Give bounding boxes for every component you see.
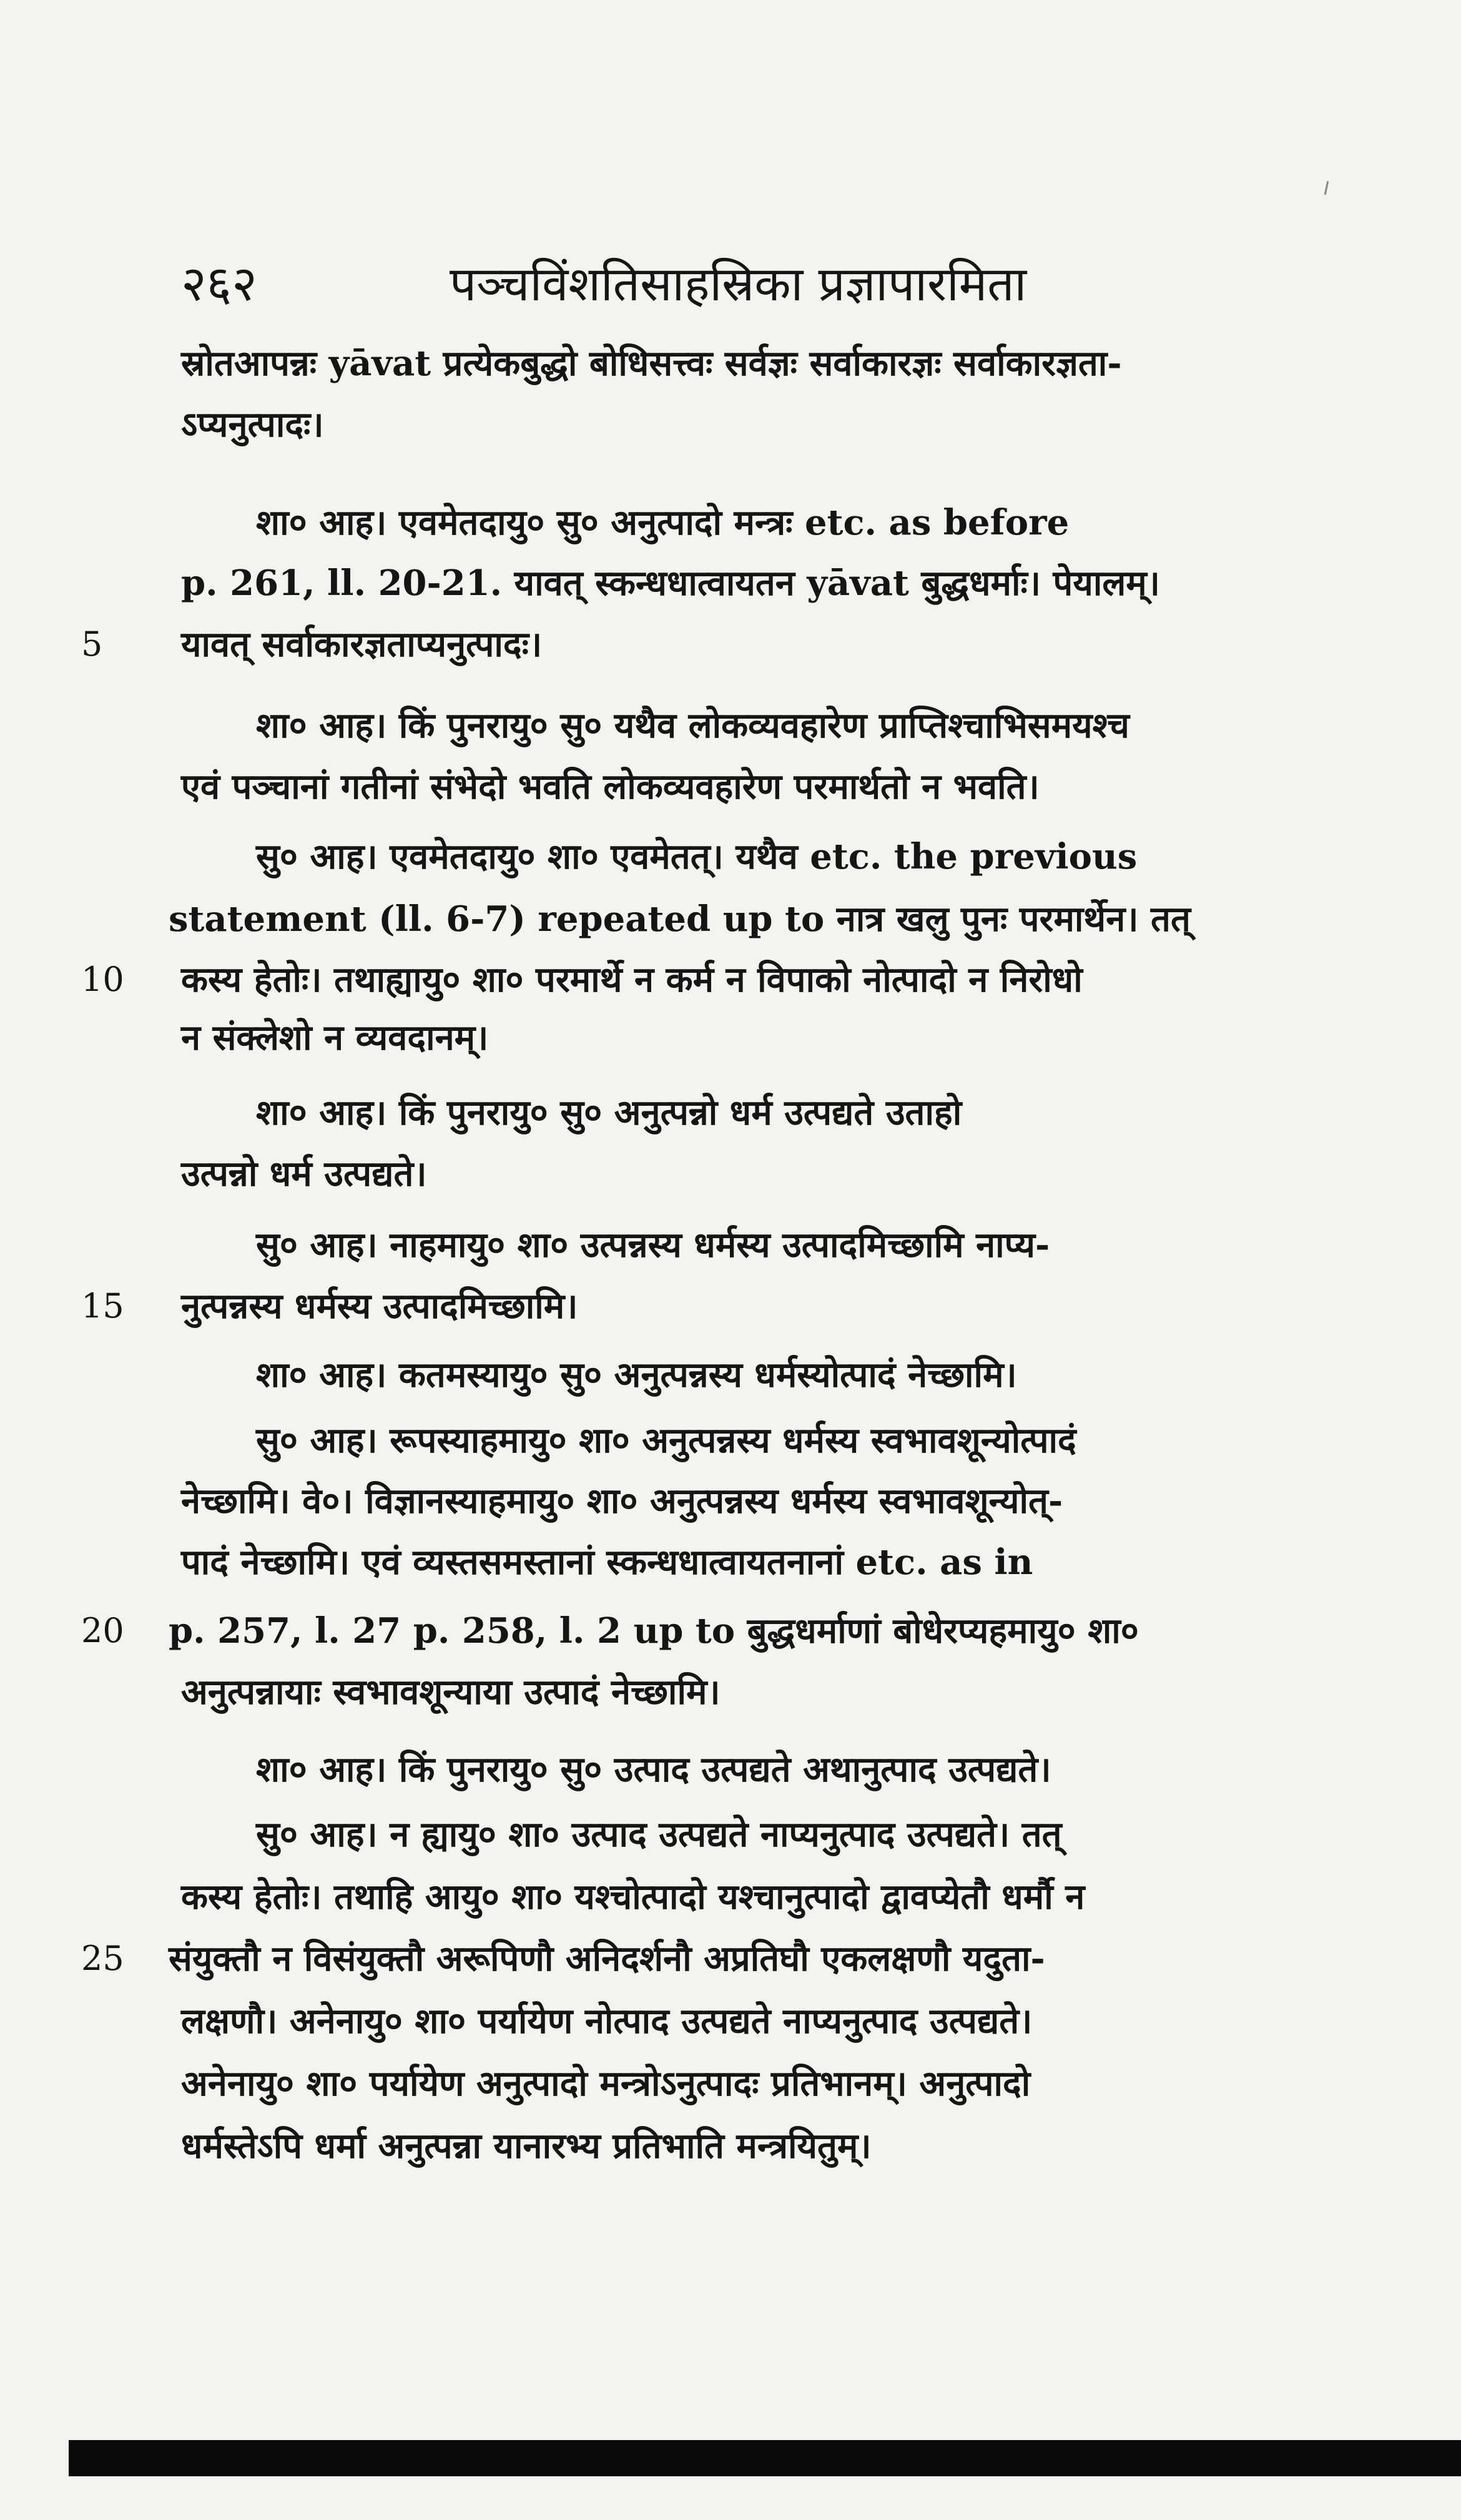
text-line: न संक्लेशो न व्यवदानम्। xyxy=(181,1017,489,1058)
line-number: 20 xyxy=(81,1611,124,1650)
bottom-rule xyxy=(69,2440,1461,2476)
text-line: अनुत्पन्नायाः स्वभावशून्याया उत्पादं नेच्छामि। xyxy=(181,1671,721,1713)
text-line: धर्मस्तेऽपि धर्मा अनुत्पन्ना यानारभ्य प्रतिभाति मन्त्रयितुम्। xyxy=(181,2125,872,2167)
text-line: यावत् सर्वाकारज्ञताप्यनुत्पादः। xyxy=(181,624,543,665)
text-line: सु० आह। नाहमायु० शा० उत्पन्नस्य धर्मस्य उत्पादमिच्छामि नाप्य- xyxy=(256,1224,1050,1266)
text-line: स्रोतआपन्नः yāvat प्रत्येकबुद्धो बोधिसत्त्वः सर्वज्ञः सर्वाकारज्ञः सर्वाकारज्ञता- xyxy=(181,343,1122,384)
running-title: पञ्चविंशतिसाहस्रिका प्रज्ञापारमिता xyxy=(450,256,1027,312)
text-line: सु० आह। एवमेतदायु० शा० एवमेतत्। यथैव etc. the previous xyxy=(256,836,1138,877)
text-line: शा० आह। किं पुनरायु० सु० उत्पाद उत्पद्यते अथानुत्पाद उत्पद्यते। xyxy=(256,1749,1051,1790)
text-line: नेच्छामि। वे०। विज्ञानस्याहमायु० शा० अनुत्पन्नस्य धर्मस्य स्वभावशून्योत्- xyxy=(181,1480,1063,1522)
line-number: 5 xyxy=(81,624,103,664)
text-line: statement (ll. 6-7) repeated up to नात्र खलु पुनः परमार्थेन। तत् xyxy=(169,898,1191,940)
line-number: 15 xyxy=(81,1286,124,1326)
text-line: सु० आह। रूपस्याहमायु० शा० अनुत्पन्नस्य धर्मस्य स्वभावशून्योत्पादं xyxy=(256,1420,1076,1461)
text-line: कस्य हेतोः। तथाहि आयु० शा० यश्चोत्पादो यश्चानुत्पादो द्वावप्येतौ धर्मौ न xyxy=(181,1876,1085,1917)
text-line: उत्पन्नो धर्म उत्पद्यते। xyxy=(181,1153,427,1194)
text-line: लक्षणौ। अनेनायु० शा० पर्यायेण नोत्पाद उत्पद्यते नाप्यनुत्पाद उत्पद्यते। xyxy=(181,2001,1033,2042)
text-line: पादं नेच्छामि। एवं व्यस्तसमस्तानां स्कन्धधात्वायतनानां etc. as in xyxy=(181,1542,1033,1583)
text-line: शा० आह। एवमेतदायु० सु० अनुत्पादो मन्त्रः etc. as before xyxy=(256,502,1070,543)
text-line: संयुक्तौ न विसंयुक्तौ अरूपिणौ अनिदर्शनौ अप्रतिघौ एकलक्षणौ यदुता- xyxy=(169,1938,1045,1979)
text-line: शा० आह। किं पुनरायु० सु० अनुत्पन्नो धर्म उत्पद्यते उताहो xyxy=(256,1092,962,1133)
text-line: अनेनायु० शा० पर्यायेण अनुत्पादो मन्त्रोऽनुत्पादः प्रतिभानम्। अनुत्पादो xyxy=(181,2063,1031,2104)
page-number: २६२ xyxy=(181,256,257,312)
text-line: कस्य हेतोः। तथाह्यायु० शा० परमार्थे न कर्म न विपाको नोत्पादो न निरोधो xyxy=(181,959,1083,1000)
text-line: एवं पञ्चानां गतीनां संभेदो भवति लोकव्यवहारेण परमार्थतो न भवति। xyxy=(181,766,1040,807)
text-line: ऽप्यनुत्पादः। xyxy=(181,404,324,445)
text-line: p. 261, ll. 20-21. यावत् स्कन्धधात्वायतन yāvat बुद्धधर्माः। पेयालम्। xyxy=(181,563,1161,604)
text-line: शा० आह। किं पुनरायु० सु० यथैव लोकव्यवहारेण प्राप्तिश्चाभिसमयश्च xyxy=(256,705,1129,746)
line-number: 25 xyxy=(81,1939,124,1978)
text-line: सु० आह। न ह्यायु० शा० उत्पाद उत्पद्यते नाप्यनुत्पाद उत्पद्यते। तत् xyxy=(256,1814,1062,1855)
line-number: 10 xyxy=(81,960,124,999)
text-line: शा० आह। कतमस्यायु० सु० अनुत्पन्नस्य धर्मस्योत्पादं नेच्छामि। xyxy=(256,1354,1017,1395)
text-line: p. 257, l. 27 p. 258, l. 2 up to बुद्धधर्माणां बोधेरप्यहमायु० शा० xyxy=(169,1610,1139,1651)
text-line: नुत्पन्नस्य धर्मस्य उत्पादमिच्छामि। xyxy=(181,1286,578,1327)
